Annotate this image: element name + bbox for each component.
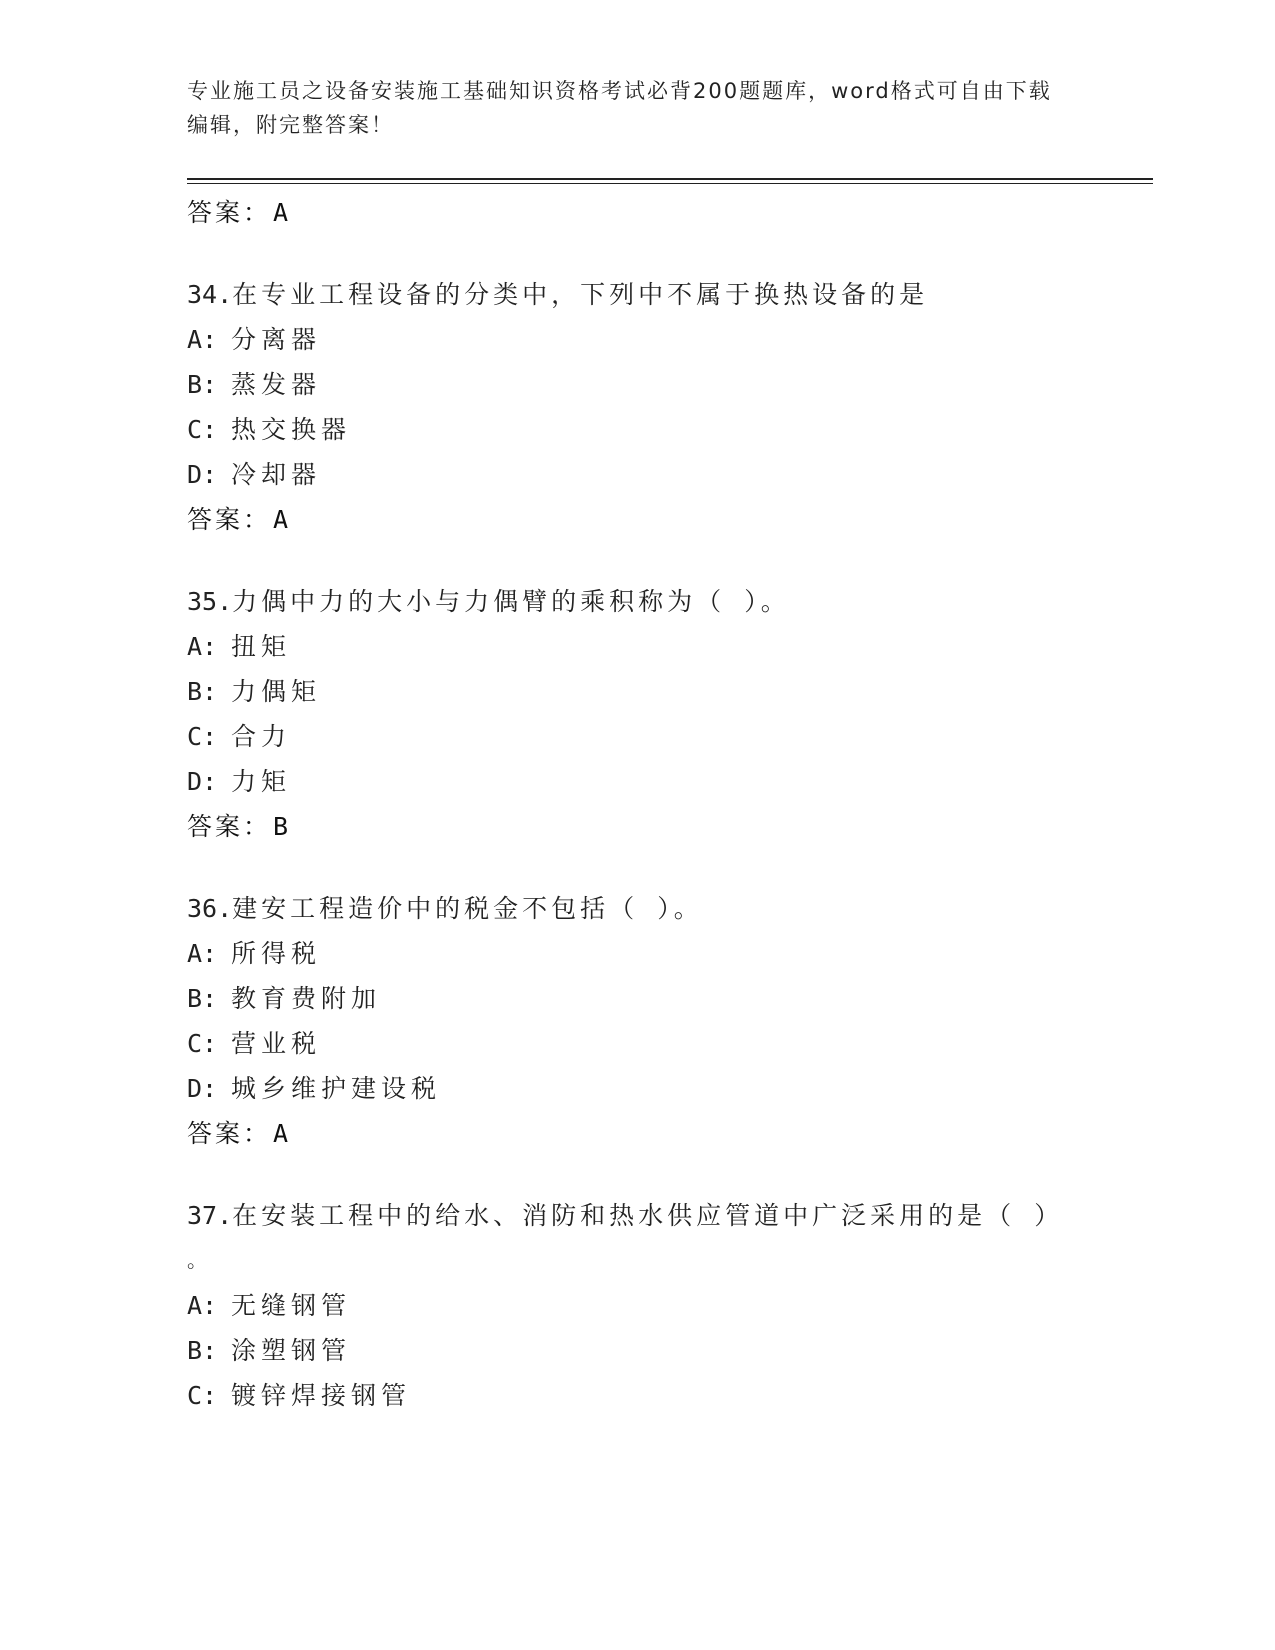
option-text: 镀锌焊接钢管 [231,1381,412,1410]
spacer [187,235,1147,272]
answer-value: B [273,812,289,841]
option-b [187,976,1147,1021]
option-letter: D: [187,460,218,489]
option-letter: B: [187,677,218,706]
option-c [187,1373,1147,1418]
option-text: 合力 [231,722,292,751]
question-stem [187,886,1147,931]
answer-line [187,190,1147,235]
option-text: 教育费附加 [231,984,382,1013]
answer-label: 答案： [187,505,272,534]
answer-label: 答案： [187,198,272,227]
option-letter: B: [187,1336,218,1365]
question-34 [187,272,1147,542]
option-c [187,714,1147,759]
answer-label: 答案： [187,812,272,841]
option-letter: A: [187,1291,218,1320]
question-number: 34. [187,280,233,309]
question-text: 在专业工程设备的分类中，下列中不属于换热设备的是 [232,280,929,309]
option-text: 热交换器 [231,415,352,444]
question-number: 37. [187,1201,233,1230]
question-stem [187,579,1147,624]
option-d [187,759,1147,804]
option-d [187,1066,1147,1111]
option-c [187,1021,1147,1066]
spacer [187,849,1147,886]
option-letter: B: [187,370,218,399]
document-header [187,74,1067,142]
question-37 [187,1193,1147,1418]
option-b [187,669,1147,714]
question-35 [187,579,1147,849]
answer-value: A [273,505,289,534]
option-a [187,931,1147,976]
option-text: 冷却器 [231,460,322,489]
header-rule-thick [187,178,1153,180]
question-stem-continuation: 。 [187,1248,207,1272]
option-letter: A: [187,632,218,661]
option-a [187,317,1147,362]
answer-value: A [273,198,289,227]
option-b [187,1328,1147,1373]
question-stem [187,1193,1147,1238]
question-list [187,190,1147,1418]
option-d [187,452,1147,497]
option-text: 蒸发器 [231,370,322,399]
answer-line [187,497,1147,542]
option-letter: C: [187,1381,218,1410]
option-text: 营业税 [231,1029,322,1058]
question-text: 力偶中力的大小与力偶臂的乘积称为（ ）。 [232,587,790,616]
answer-label: 答案： [187,1119,272,1148]
option-text: 力矩 [231,767,292,796]
option-c [187,407,1147,452]
question-text: 在安装工程中的给水、消防和热水供应管道中广泛采用的是（ ） [232,1201,1064,1230]
header-title: 专业施工员之设备安装施工基础知识资格考试必背200题题库，word格式可自由下载编辑，附完整答案！ [187,79,1052,137]
option-text: 涂塑钢管 [231,1336,352,1365]
option-a [187,1283,1147,1328]
option-letter: A: [187,939,218,968]
option-text: 扭矩 [231,632,292,661]
answer-value: A [273,1119,289,1148]
option-text: 无缝钢管 [231,1291,352,1320]
header-rule-thin [187,183,1153,184]
option-letter: D: [187,1074,218,1103]
answer-line [187,1111,1147,1156]
option-text: 分离器 [231,325,322,354]
spacer [187,1156,1147,1193]
option-a [187,624,1147,669]
option-text: 力偶矩 [231,677,322,706]
option-letter: A: [187,325,218,354]
option-b [187,362,1147,407]
option-text: 所得税 [231,939,322,968]
question-36 [187,886,1147,1156]
option-letter: D: [187,767,218,796]
option-letter: C: [187,1029,218,1058]
option-letter: B: [187,984,218,1013]
answer-line [187,804,1147,849]
question-number: 36. [187,894,233,923]
option-text: 城乡维护建设税 [231,1074,442,1103]
question-text: 建安工程造价中的税金不包括（ ）。 [232,894,703,923]
question-number: 35. [187,587,233,616]
spacer [187,542,1147,579]
option-letter: C: [187,722,218,751]
option-letter: C: [187,415,218,444]
question-stem [187,272,1147,317]
